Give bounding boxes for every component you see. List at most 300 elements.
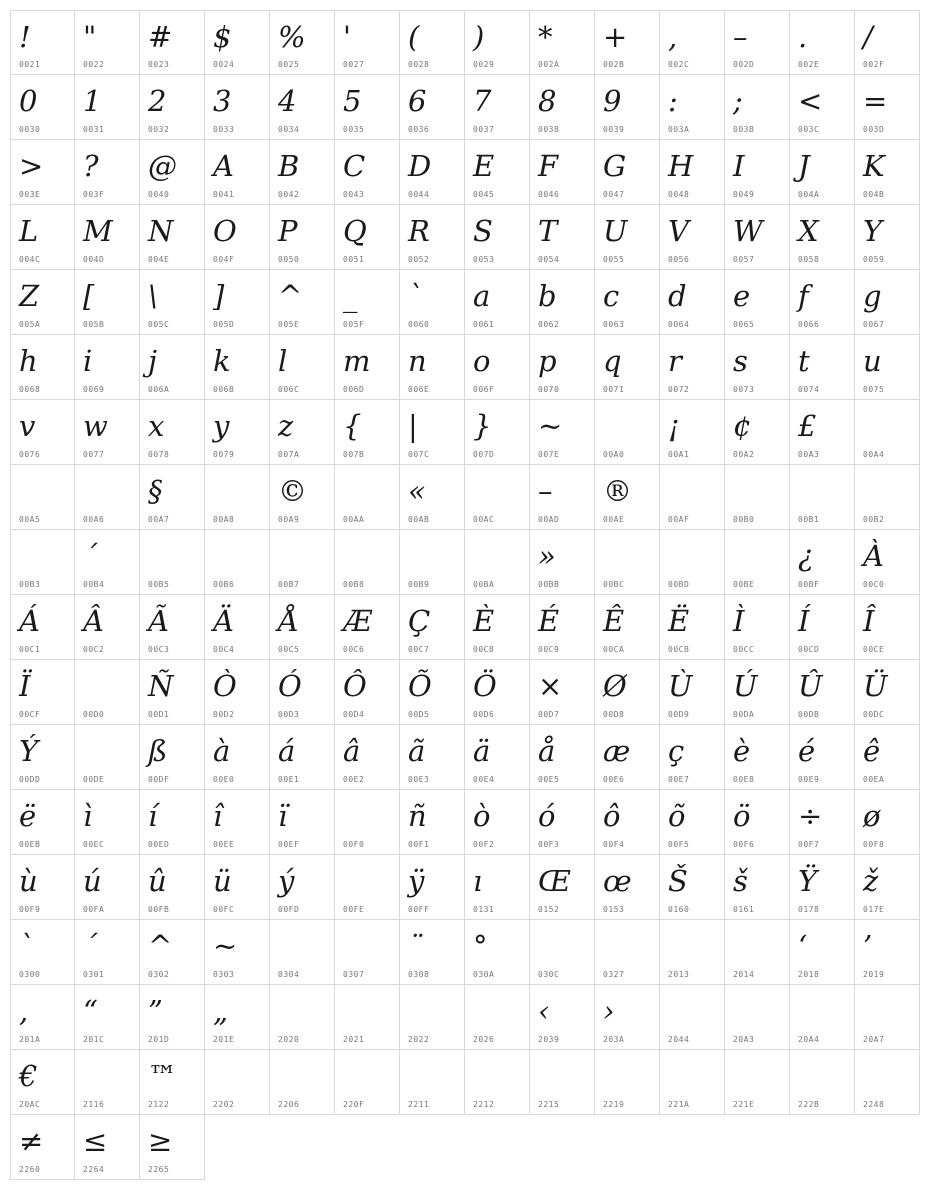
glyph-cell (725, 985, 790, 1050)
glyph-char: b (538, 279, 557, 313)
glyph-codepoint: 2039 (538, 1035, 560, 1044)
glyph-char: H (668, 149, 694, 183)
glyph-codepoint: 007C (408, 450, 430, 459)
glyph-char: z (278, 409, 294, 443)
glyph-cell (790, 595, 855, 660)
glyph-cell (530, 595, 595, 660)
glyph-cell (270, 205, 335, 270)
glyph-codepoint: 0307 (343, 970, 365, 979)
glyph-cell (660, 920, 725, 985)
glyph-cell (10, 400, 75, 465)
glyph-char: ß (148, 734, 168, 768)
glyph-cell (75, 75, 140, 140)
glyph-cell (400, 1050, 465, 1115)
glyph-codepoint: 00AC (473, 515, 495, 524)
glyph-char: – (538, 474, 553, 508)
glyph-cell (595, 725, 660, 790)
glyph-cell (855, 205, 920, 270)
glyph-cell (790, 75, 855, 140)
glyph-cell (595, 790, 660, 855)
glyph-char: » (538, 539, 556, 573)
glyph-codepoint: 0078 (148, 450, 170, 459)
glyph-char: Ö (473, 669, 497, 703)
glyph-char: P (278, 214, 298, 248)
glyph-char: l (278, 344, 288, 378)
glyph-char: Œ (538, 864, 571, 898)
glyph-codepoint: 00A9 (278, 515, 300, 524)
glyph-codepoint: 0057 (733, 255, 755, 264)
glyph-codepoint: 00FD (278, 905, 300, 914)
glyph-char: Õ (408, 669, 432, 703)
glyph-cell (725, 790, 790, 855)
glyph-codepoint: 0040 (148, 190, 170, 199)
glyph-codepoint: 00EE (213, 840, 235, 849)
glyph-codepoint: 0065 (733, 320, 755, 329)
glyph-codepoint: 00C0 (863, 580, 885, 589)
glyph-codepoint: 0069 (83, 385, 105, 394)
glyph-cell (205, 985, 270, 1050)
glyph-codepoint: 0072 (668, 385, 690, 394)
glyph-cell (205, 855, 270, 920)
glyph-cell (530, 205, 595, 270)
glyph-cell (400, 75, 465, 140)
glyph-char: æ (603, 734, 631, 768)
glyph-char: W (733, 214, 763, 248)
glyph-cell (140, 725, 205, 790)
glyph-char: Ì (733, 604, 745, 638)
glyph-cell (400, 400, 465, 465)
glyph-cell (725, 1050, 790, 1115)
glyph-codepoint: 00E0 (213, 775, 235, 784)
glyph-cell (140, 530, 205, 595)
glyph-codepoint: 2020 (278, 1035, 300, 1044)
glyph-cell (10, 140, 75, 205)
glyph-char: ≠ (19, 1124, 44, 1158)
glyph-cell (10, 790, 75, 855)
glyph-codepoint: 007A (278, 450, 300, 459)
glyph-cell (335, 10, 400, 75)
glyph-codepoint: 00F9 (19, 905, 41, 914)
glyph-char: î (213, 799, 223, 833)
glyph-codepoint: 00FF (408, 905, 430, 914)
glyph-codepoint: 00BC (603, 580, 625, 589)
glyph-codepoint: 00BA (473, 580, 495, 589)
glyph-codepoint: 00FE (343, 905, 365, 914)
glyph-cell (790, 335, 855, 400)
glyph-char: = (863, 84, 888, 118)
glyph-char: Ï (19, 669, 31, 703)
glyph-char: Ü (863, 669, 888, 703)
glyph-cell (595, 465, 660, 530)
glyph-codepoint: 0053 (473, 255, 495, 264)
glyph-cell (725, 595, 790, 660)
glyph-char: ¡ (668, 409, 680, 443)
glyph-char: œ (603, 864, 632, 898)
glyph-cell (335, 140, 400, 205)
glyph-char: ´ (83, 929, 98, 963)
glyph-char: ‹ (538, 994, 550, 1028)
glyph-cell (335, 920, 400, 985)
glyph-codepoint: 00F6 (733, 840, 755, 849)
glyph-codepoint: 00D4 (343, 710, 365, 719)
glyph-codepoint: 00CC (733, 645, 755, 654)
glyph-char: ó (538, 799, 556, 833)
glyph-char: ù (19, 864, 38, 898)
glyph-cell (660, 400, 725, 465)
glyph-codepoint: 00F5 (668, 840, 690, 849)
glyph-cell (270, 660, 335, 725)
glyph-cell (75, 1115, 140, 1180)
glyph-cell (10, 855, 75, 920)
glyph-codepoint: 0056 (668, 255, 690, 264)
glyph-char: ™ (148, 1059, 177, 1093)
glyph-char: ú (83, 864, 102, 898)
glyph-char: K (863, 149, 885, 183)
glyph-codepoint: 0055 (603, 255, 625, 264)
glyph-char: @ (148, 149, 177, 183)
glyph-char: Î (863, 604, 875, 638)
glyph-codepoint: 00DE (83, 775, 105, 784)
glyph-codepoint: 00BB (538, 580, 560, 589)
glyph-cell (10, 335, 75, 400)
glyph-codepoint: 0302 (148, 970, 170, 979)
glyph-cell (335, 335, 400, 400)
glyph-cell (465, 530, 530, 595)
glyph-char: ñ (408, 799, 427, 833)
glyph-cell (75, 140, 140, 205)
glyph-cell (790, 660, 855, 725)
glyph-codepoint: 2202 (213, 1100, 235, 1109)
glyph-codepoint: 2021 (343, 1035, 365, 1044)
glyph-char: , (668, 20, 678, 54)
glyph-codepoint: 00C7 (408, 645, 430, 654)
glyph-char: ^ (278, 279, 303, 313)
glyph-codepoint: 0034 (278, 125, 300, 134)
glyph-codepoint: 00B0 (733, 515, 755, 524)
glyph-char: Ô (343, 669, 367, 703)
glyph-char: : (668, 84, 678, 118)
glyph-codepoint: 0023 (148, 60, 170, 69)
glyph-cell (400, 465, 465, 530)
glyph-cell (790, 530, 855, 595)
glyph-cell (75, 10, 140, 75)
glyph-char: t (798, 344, 810, 378)
glyph-char: ® (603, 474, 632, 508)
glyph-char: ë (19, 799, 37, 833)
glyph-cell (270, 10, 335, 75)
glyph-char: è (733, 734, 751, 768)
glyph-char: ~ (213, 929, 238, 963)
glyph-codepoint: 00CA (603, 645, 625, 654)
glyph-codepoint: 00C5 (278, 645, 300, 654)
glyph-char: # (148, 20, 173, 54)
glyph-char: D (408, 149, 432, 183)
glyph-cell (400, 595, 465, 660)
glyph-cell (855, 660, 920, 725)
glyph-char: \ (148, 279, 158, 313)
glyph-codepoint: 220F (343, 1100, 365, 1109)
glyph-cell (75, 855, 140, 920)
glyph-char: É (538, 604, 560, 638)
glyph-codepoint: 00F7 (798, 840, 820, 849)
glyph-cell (790, 725, 855, 790)
glyph-char: ¿ (798, 539, 814, 573)
glyph-cell (400, 660, 465, 725)
glyph-cell (140, 790, 205, 855)
glyph-char: ^ (148, 929, 173, 963)
glyph-char: F (538, 149, 559, 183)
glyph-cell (140, 920, 205, 985)
glyph-cell (140, 140, 205, 205)
glyph-codepoint: 00E1 (278, 775, 300, 784)
glyph-cell (270, 75, 335, 140)
glyph-cell (725, 465, 790, 530)
glyph-codepoint: 2212 (473, 1100, 495, 1109)
glyph-cell (790, 270, 855, 335)
glyph-codepoint: 0062 (538, 320, 560, 329)
glyph-codepoint: 00BE (733, 580, 755, 589)
glyph-cell (725, 725, 790, 790)
glyph-codepoint: 002A (538, 60, 560, 69)
glyph-cell (400, 335, 465, 400)
glyph-codepoint: 00AF (668, 515, 690, 524)
glyph-codepoint: 00F1 (408, 840, 430, 849)
glyph-cell (790, 140, 855, 205)
glyph-cell (140, 985, 205, 1050)
glyph-cell (205, 660, 270, 725)
glyph-cell (530, 465, 595, 530)
glyph-codepoint: 0037 (473, 125, 495, 134)
glyph-codepoint: 00C6 (343, 645, 365, 654)
glyph-cell (400, 10, 465, 75)
glyph-char: { (343, 409, 362, 443)
glyph-char: d (668, 279, 687, 313)
glyph-cell (75, 985, 140, 1050)
glyph-codepoint: 002D (733, 60, 755, 69)
glyph-codepoint: 003C (798, 125, 820, 134)
glyph-char: 4 (278, 84, 297, 118)
glyph-char: h (19, 344, 38, 378)
glyph-cell (530, 1050, 595, 1115)
glyph-char: B (278, 149, 300, 183)
glyph-codepoint: 00DF (148, 775, 170, 784)
glyph-cell (465, 140, 530, 205)
glyph-codepoint: 003A (668, 125, 690, 134)
glyph-cell (335, 530, 400, 595)
glyph-cell (335, 855, 400, 920)
glyph-codepoint: 00B9 (408, 580, 430, 589)
glyph-char: Ä (213, 604, 234, 638)
glyph-cell (400, 140, 465, 205)
glyph-cell (270, 1050, 335, 1115)
glyph-codepoint: 002F (863, 60, 885, 69)
glyph-cell (205, 725, 270, 790)
glyph-cell (10, 530, 75, 595)
glyph-cell (205, 10, 270, 75)
glyph-cell (855, 465, 920, 530)
glyph-codepoint: 0032 (148, 125, 170, 134)
glyph-char: é (798, 734, 816, 768)
glyph-codepoint: 00F4 (603, 840, 625, 849)
glyph-char: c (603, 279, 620, 313)
glyph-cell (75, 400, 140, 465)
glyph-codepoint: 00ED (148, 840, 170, 849)
glyph-cell (465, 205, 530, 270)
glyph-codepoint: 00A1 (668, 450, 690, 459)
glyph-codepoint: 0052 (408, 255, 430, 264)
glyph-cell (660, 725, 725, 790)
glyph-cell (855, 790, 920, 855)
glyph-codepoint: 002C (668, 60, 690, 69)
glyph-codepoint: 0042 (278, 190, 300, 199)
glyph-codepoint: 00A2 (733, 450, 755, 459)
glyph-char: ä (473, 734, 491, 768)
glyph-char: Á (19, 604, 40, 638)
glyph-codepoint: 0025 (278, 60, 300, 69)
glyph-cell (530, 140, 595, 205)
glyph-codepoint: 00D2 (213, 710, 235, 719)
glyph-codepoint: 0304 (278, 970, 300, 979)
glyph-codepoint: 017E (863, 905, 885, 914)
glyph-cell (140, 335, 205, 400)
glyph-codepoint: 20AC (19, 1100, 41, 1109)
glyph-codepoint: 007E (538, 450, 560, 459)
glyph-cell (530, 725, 595, 790)
glyph-cell (205, 1050, 270, 1115)
glyph-codepoint: 0131 (473, 905, 495, 914)
glyph-char: ê (863, 734, 881, 768)
glyph-char: 3 (213, 84, 232, 118)
glyph-cell (855, 1050, 920, 1115)
glyph-cell (595, 205, 660, 270)
glyph-codepoint: 221A (668, 1100, 690, 1109)
glyph-char: ø (863, 799, 881, 833)
glyph-cell (465, 335, 530, 400)
glyph-cell (10, 985, 75, 1050)
glyph-codepoint: 2265 (148, 1165, 170, 1174)
glyph-cell (465, 10, 530, 75)
glyph-cell (400, 530, 465, 595)
glyph-cell (465, 400, 530, 465)
glyph-cell (530, 270, 595, 335)
glyph-cell (595, 530, 660, 595)
glyph-cell (595, 140, 660, 205)
glyph-cell (140, 855, 205, 920)
glyph-cell (75, 465, 140, 530)
glyph-cell (595, 985, 660, 1050)
glyph-char: ’ (863, 929, 873, 963)
glyph-char: â (343, 734, 361, 768)
glyph-cell (400, 920, 465, 985)
glyph-char: ] (213, 279, 225, 313)
glyph-codepoint: 0038 (538, 125, 560, 134)
glyph-codepoint: 00E7 (668, 775, 690, 784)
glyph-cell (725, 530, 790, 595)
glyph-cell (10, 465, 75, 530)
glyph-codepoint: 002B (603, 60, 625, 69)
glyph-cell (660, 75, 725, 140)
glyph-codepoint: 00AB (408, 515, 430, 524)
glyph-char: Û (798, 669, 823, 703)
glyph-codepoint: 0051 (343, 255, 365, 264)
glyph-char: A (213, 149, 234, 183)
glyph-cell (530, 530, 595, 595)
glyph-char: . (798, 20, 808, 54)
glyph-char: Ø (603, 669, 627, 703)
glyph-cell (205, 205, 270, 270)
glyph-cell (10, 920, 75, 985)
glyph-cell (270, 140, 335, 205)
glyph-codepoint: 0152 (538, 905, 560, 914)
glyph-char: í (148, 799, 158, 833)
glyph-cell (595, 400, 660, 465)
glyph-char: a (473, 279, 491, 313)
glyph-char: „ (213, 994, 229, 1028)
glyph-char: ` (408, 279, 423, 313)
glyph-cell (530, 400, 595, 465)
glyph-codepoint: 2215 (538, 1100, 560, 1109)
glyph-cell (465, 75, 530, 140)
glyph-codepoint: 0046 (538, 190, 560, 199)
glyph-cell (855, 335, 920, 400)
glyph-cell (140, 1050, 205, 1115)
glyph-char: S (473, 214, 493, 248)
glyph-char: Í (798, 604, 810, 638)
glyph-cell (75, 920, 140, 985)
glyph-codepoint: 2211 (408, 1100, 430, 1109)
glyph-char: Ã (148, 604, 169, 638)
glyph-cell (595, 855, 660, 920)
glyph-cell (400, 270, 465, 335)
glyph-codepoint: 005D (213, 320, 235, 329)
glyph-codepoint: 005A (19, 320, 41, 329)
glyph-char: ) (473, 20, 485, 54)
glyph-char: ? (83, 149, 99, 183)
glyph-char: I (733, 149, 745, 183)
glyph-char: ‘ (798, 929, 808, 963)
glyph-codepoint: 0075 (863, 385, 885, 394)
glyph-codepoint: 20A7 (863, 1035, 885, 1044)
glyph-char: û (148, 864, 167, 898)
glyph-codepoint: 005C (148, 320, 170, 329)
glyph-char: ž (863, 864, 879, 898)
glyph-cell (205, 270, 270, 335)
glyph-char: } (473, 409, 492, 443)
glyph-cell (530, 10, 595, 75)
glyph-cell (595, 660, 660, 725)
glyph-codepoint: 00A5 (19, 515, 41, 524)
glyph-codepoint: 00D7 (538, 710, 560, 719)
glyph-char: X (798, 214, 819, 248)
glyph-cell (530, 790, 595, 855)
glyph-cell (205, 465, 270, 530)
glyph-char: ≤ (83, 1124, 108, 1158)
glyph-cell (660, 10, 725, 75)
glyph-char: © (278, 474, 307, 508)
glyph-char: C (343, 149, 366, 183)
glyph-codepoint: 00D5 (408, 710, 430, 719)
glyph-cell (465, 270, 530, 335)
glyph-codepoint: 00BF (798, 580, 820, 589)
glyph-codepoint: 0047 (603, 190, 625, 199)
glyph-codepoint: 201E (213, 1035, 235, 1044)
glyph-char: ” (148, 994, 163, 1028)
glyph-cell (790, 400, 855, 465)
glyph-codepoint: 00EA (863, 775, 885, 784)
glyph-codepoint: 00E9 (798, 775, 820, 784)
glyph-char: ≥ (148, 1124, 173, 1158)
glyph-codepoint: 0067 (863, 320, 885, 329)
